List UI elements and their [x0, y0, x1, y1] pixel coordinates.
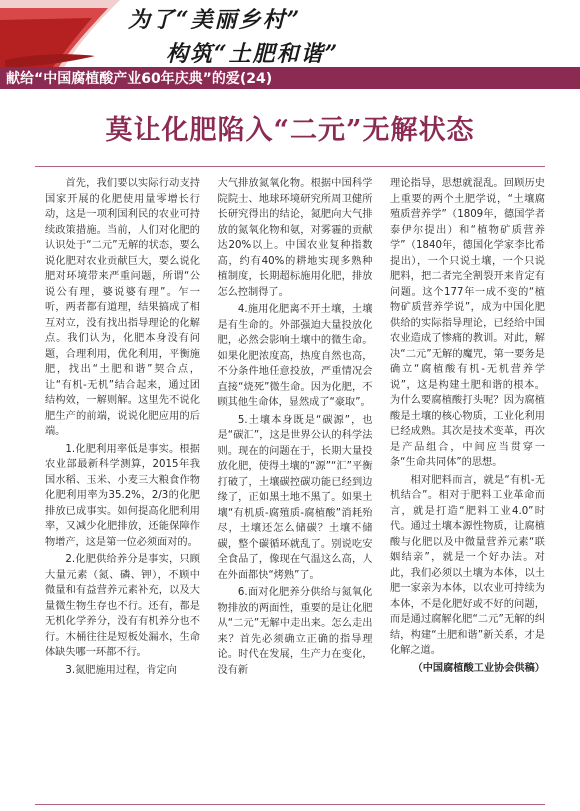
bottom-divider [35, 804, 545, 805]
paragraph: 1.化肥利用率低是事实。根据农业部最新科学测算，2015年我国水稻、玉米、小麦三大粮食作物化肥利用率为35.2%，2/3的化肥排放已成事实。如何提高化肥利用率，又减少化肥排放，还能保障作物增产，这是第一位必须面对的。 [45, 443, 200, 548]
source-credit: （中国腐植酸工业协会供稿） [412, 662, 545, 674]
slogan-line-1: 为了“美丽乡村” [128, 7, 302, 33]
dedication-bar [0, 67, 580, 89]
paragraph: 5.土壤本身既是“碳源”，也是“碳汇”，这是世界公认的科学法则。现在的问题在于，长期大量投放化肥，使得土壤的“源”“汇”平衡打破了，土壤碳控碳功能已经到边缘了，正如黑土地不黑了。如果土壤“有机质-腐殖质-腐植酸”消耗殆尽，土壤还怎么储碳？土壤不储碳，整个碳循环就乱了。别说吃安全食品了，像现在气温这么高，人在外面都快“烤熟”了。 [217, 414, 373, 581]
column-3 [390, 176, 545, 798]
paragraph: 6.面对化肥养分供给与氮氧化物排放的两面性，重要的是让化肥从“二元”无解中走出来。怎么走出来？首先必须确立正确的指导理论。时代在发展，生产力在变化，没有新 [217, 587, 373, 676]
top-divider [35, 166, 545, 167]
paragraph: 理论指导，思想就混乱。回顾历史上重要的两个土肥学说，“土壤腐殖质营养学”（1809年，德国学者泰伊尔提出）和“植物矿质营养学”（1840年，德国化学家李比希提出），一个只说土壤，一个只说肥料，把二者完全割裂开来肯定有问题。这个177年一成不变的“植物矿质营养学说”，成为中国化肥供给的实际指导理论，已经给中国农业造成了惨痛的教训。对此，解决“二元”无解的魔咒，第一要务是确立“腐植酸有机-无机营养学说”，这是构建土肥和谐的根本。为什么要腐植酸打头呢？因为腐植酸是土壤的核心物质，工业化利用已经成熟。其次是技术变革，再次是产品组合，中间应当贯穿一条“生命共同体”的思想。 [390, 178, 545, 468]
slogan-line-2: 构筑“土肥和谐” [166, 41, 340, 67]
paragraph: 大气排放氮氧化物。根据中国科学院院士、地球环境研究所周卫健所长研究得出的结论，氮肥向大气排放的氮氧化物和氨，对雾霾的贡献达20%以上。中国农业复种指数高，约有40%的耕地实现多熟种植制度，长期超标施用化肥，排放怎么控制得了。 [217, 178, 373, 298]
paragraph: 2.化肥供给养分是事实，只顾大量元素（氮、磷、钾），不顾中微量和有益营养元素补充，以及大量微生物生存也不行。还有，都是无机化学养分，没有有机养分也不行。木桶往往是短板处漏水，生命体缺失哪一环都不行。 [45, 554, 200, 658]
paragraph: 3.氮肥施用过程，肯定向 [65, 664, 177, 676]
header-banner [0, 0, 580, 74]
column-2 [218, 176, 373, 798]
paragraph: 4.施用化肥离不开土壤，土壤是有生命的。外部强迫大量投放化肥，必然会影响土壤中的微生命。如果化肥浓度高，热度自然也高，不分条件地任意投放，严重情况会直接“烧死”微生命。因为化肥，不顾其他生命体，显然成了“豪取”。 [217, 304, 373, 408]
column-1 [45, 176, 200, 798]
article-title: 莫让化肥陷入“二元”无解状态 [105, 115, 475, 146]
article-body [45, 176, 545, 798]
dedication-text: 献给“中国腐植酸产业60年庆典”的爱(24) [6, 71, 273, 87]
paragraph: 相对肥料而言，就是“有机-无机结合”。相对于肥料工业革命而言，就是打造“肥料工业4.0”时代。通过土壤本源性物质，让腐植酸与化肥以及中微量营养元素“联姻结亲”，就是一个好办法。对此，我们必须以土壤为本体，以土肥一家亲为本体，以农业可持续为本体，不是化肥好或不好的问题，而是通过腐解化肥“二元”无解的纠结，构建“土肥和谐”新关系，才是化解之道。 [390, 474, 545, 656]
paragraph: 首先，我们要以实际行动支持国家开展的化肥使用量零增长行动，这是一项利国利民的农业可持续政策措施。当前，人们对化肥的认识处于“二元”无解的状态，要么说化肥对农业贡献巨大，要么说化肥对环境带来严重问题，所谓“公说公有理，婆说婆有理”。乍一听，两者都有道理，结果搞成了相互对立，没有找出指导理论的化解点。我们认为，化肥本身没有问题，合理利用，优化利用，平衡施肥，找出“土肥和谐”契合点，让“有机-无机”结合起来，通过团结构效，一解则解。这里先不说化肥生产的前端，说说化肥应用的后端。 [45, 178, 200, 437]
